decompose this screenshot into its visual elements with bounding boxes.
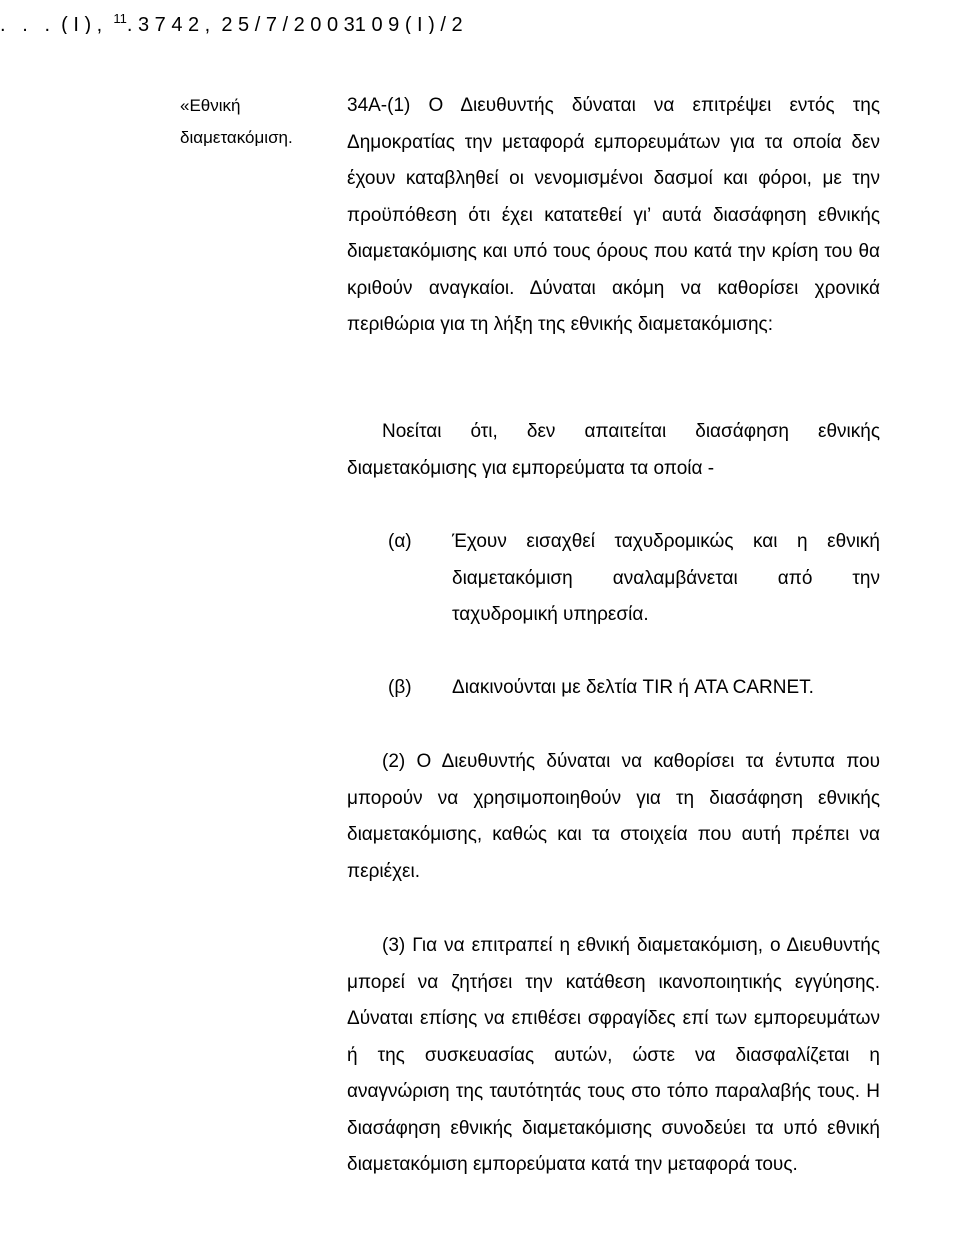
item-text-a: Έχουν εισαχθεί ταχυδρομικώς και η εθνική διαμετακόμιση αναλαμβάνεται από την ταχυδρομική υπηρεσία. xyxy=(452,531,880,625)
page-header xyxy=(0,4,960,34)
paragraph-2: (2) Ο Διευθυντής δύναται να καθορίσει τα έντυπα που μπορούν να χρησιμοποιηθούν για τη διασάφηση εθνικής διαμετακόμισης, καθώς και τα στοιχεία που αυτή πρέπει να περιέχει. xyxy=(347,751,880,882)
item-label-a: (α) xyxy=(388,531,412,552)
margin-note: «Εθνική διαμετακόμιση. xyxy=(180,96,293,147)
paragraph-34a-1: 34Α-(1) Ο Διευθυντής δύναται να επιτρέψει εντός της Δημοκρατίας την μεταφορά εμπορευμάτων για τα οποία δεν έχουν καταβληθεί οι νενομισμένοι δασμοί και φόροι, με την προϋπόθεση ότι έχει κατατεθεί γι’ αυτά διασάφηση εθνικής διαμετακόμισης και υπό τους όρους που κατά την κρίση του θα κριθούν αναγκαίοι. Δύναται ακόμη να καθορίσει χρονικά περιθώρια για τη λήξη της εθνικής διαμετακόμισης: xyxy=(347,95,880,335)
item-text-b: Διακινούνται με δελτία TIR ή ATA CARNET. xyxy=(452,677,814,698)
header-suffix: . 3 7 4 2 , 2 5 / 7 / 2 0 0 31 0 9 ( Ι ) / 2 xyxy=(126,14,463,34)
header-prefix: . . . ( Ι ) , xyxy=(0,14,114,34)
proviso-paragraph: Νοείται ότι, δεν απαιτείται διασάφηση εθνικής διαμετακόμισης για εμπορεύματα τα οποία - xyxy=(347,421,880,479)
paragraph-3: (3) Για να επιτραπεί η εθνική διαμετακόμιση, ο Διευθυντής μπορεί να ζητήσει την κατάθεση ικανοποιητικής εγγύησης. Δύναται επίσης να επιθέσει σφραγίδες επί των εμπορευμάτων ή της συσκευασίας αυτών, ώστε να διασφαλίζεται η αναγνώριση της ταυτότητάς τους στο τόπο παραλαβής τους. Η διασάφηση εθνικής διαμετακόμισης συνοδεύει τα υπό εθνική διαμετακόμιση εμπορεύματα κατά την μεταφορά τους. xyxy=(347,935,880,1175)
header-superscript: 11 xyxy=(113,11,127,26)
item-label-b: (β) xyxy=(388,677,412,698)
